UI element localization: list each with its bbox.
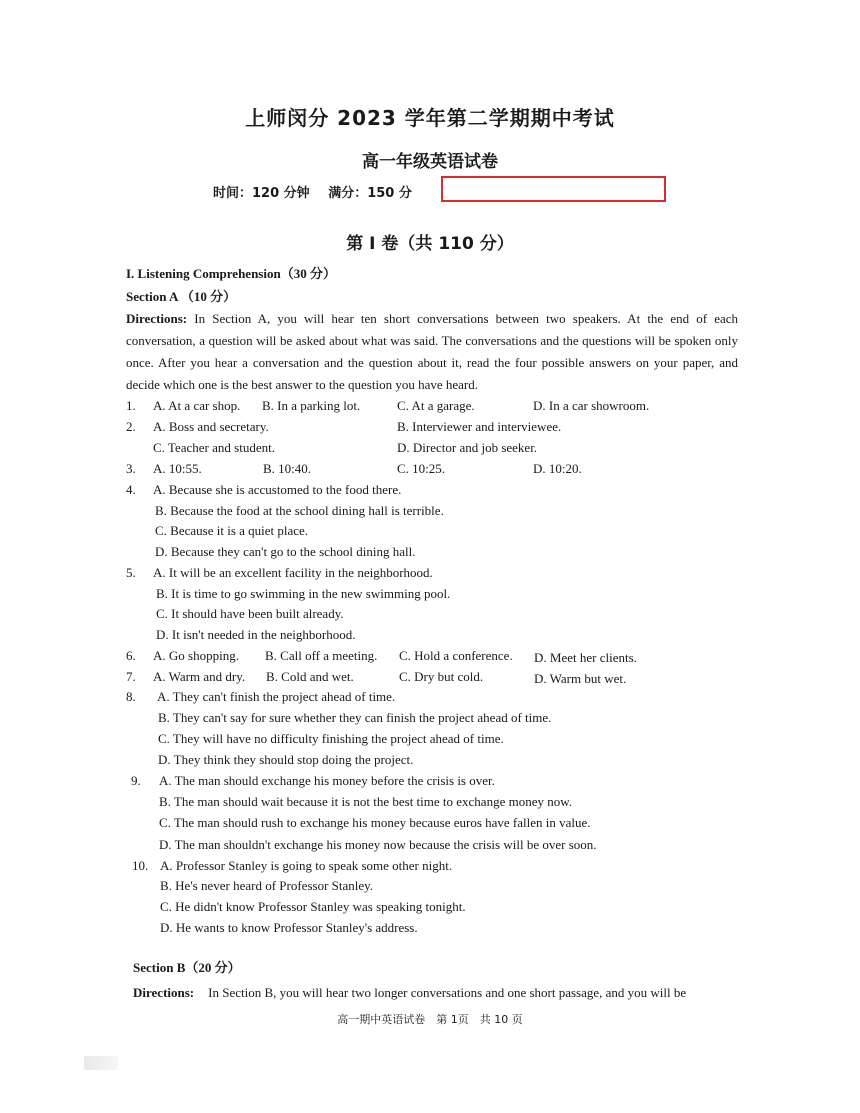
directions-b-text: In Section B, you will hear two longer conversations and one short passage, and you will be	[208, 985, 687, 1000]
option: C. Hold a conference.	[399, 648, 513, 663]
question-number: 4.	[126, 482, 136, 497]
directions-label: Directions:	[126, 311, 188, 326]
option: B. Because the food at the school dining hall is terrible.	[155, 503, 444, 518]
option: C. Because it is a quiet place.	[155, 523, 309, 538]
exam-meta	[213, 182, 426, 201]
exam-subtitle: 高一年级英语试卷	[362, 152, 498, 172]
option: B. In a parking lot.	[262, 398, 361, 413]
question-number: 1.	[126, 398, 136, 413]
option: A. At a car shop.	[153, 398, 241, 413]
option: D. It isn't needed in the neighborhood.	[156, 627, 356, 642]
option: D. Director and job seeker.	[397, 440, 538, 455]
option: C. The man should rush to exchange his money because euros have fallen in value.	[159, 815, 591, 830]
option: C. Teacher and student.	[153, 440, 275, 455]
question-number: 7.	[126, 669, 136, 684]
section-a-heading: Section A （10 分）	[126, 289, 237, 304]
section-b-heading: Section B（20 分）	[133, 960, 241, 975]
option: C. At a garage.	[397, 398, 475, 413]
directions-a-text: In Section A, you will hear ten short conversations between two speakers. At the end of each conversation, a question will be asked about what was said. The conversations and the questions will be spoken only once. After you hear a conversation and the question about it, read the four possible answers on your paper, and decide which one is the best answer to the question you have heard.	[126, 311, 739, 392]
question-number: 8.	[126, 689, 136, 704]
option: C. Dry but cold.	[399, 669, 484, 684]
time-limit: 时间：120 分钟	[213, 186, 310, 201]
question-number: 6.	[126, 648, 136, 663]
option: A. Warm and dry.	[153, 669, 246, 684]
directions-b	[133, 982, 743, 1004]
redacted-box	[441, 176, 666, 202]
option: B. He's never heard of Professor Stanley.	[160, 878, 374, 893]
full-score: 满分：150 分	[328, 186, 412, 201]
option: D. The man shouldn't exchange his money now because the crisis will be over soon.	[159, 837, 597, 852]
question-number: 9.	[131, 773, 141, 788]
option: A. It will be an excellent facility in the neighborhood.	[153, 565, 433, 580]
option: B. Cold and wet.	[266, 669, 354, 684]
option: D. 10:20.	[533, 461, 582, 476]
option: A. 10:55.	[153, 461, 202, 476]
option: D. He wants to know Professor Stanley's address.	[160, 920, 418, 935]
option: A. Because she is accustomed to the food there.	[153, 482, 402, 497]
option: C. They will have no difficulty finishing the project ahead of time.	[158, 731, 504, 746]
option: D. Because they can't go to the school dining hall.	[155, 544, 416, 559]
option: D. Meet her clients.	[534, 650, 637, 665]
question-number: 2.	[126, 419, 136, 434]
option: D. Warm but wet.	[534, 671, 627, 686]
option: D. They think they should stop doing the project.	[158, 752, 414, 767]
option: B. They can't say for sure whether they can finish the project ahead of time.	[158, 710, 552, 725]
scan-smudge	[84, 1056, 118, 1070]
section-heading: I. Listening Comprehension（30 分）	[126, 266, 336, 281]
option: B. Interviewer and interviewee.	[397, 419, 562, 434]
option: A. Professor Stanley is going to speak some other night.	[160, 858, 453, 873]
option: C. 10:25.	[397, 461, 446, 476]
page-footer: 高一期中英语试卷 第 1页 共 10 页	[337, 1013, 523, 1026]
question-number: 5.	[126, 565, 136, 580]
option: C. He didn't know Professor Stanley was speaking tonight.	[160, 899, 466, 914]
directions-label: Directions:	[133, 985, 195, 1000]
exam-title: 上师闵分 2023 学年第二学期期中考试	[245, 106, 615, 130]
option: A. Go shopping.	[153, 648, 239, 663]
option: B. The man should wait because it is not the best time to exchange money now.	[159, 794, 573, 809]
question-number: 3.	[126, 461, 136, 476]
option: B. Call off a meeting.	[265, 648, 378, 663]
part-title: 第 I 卷（共 110 分）	[346, 234, 514, 254]
option: C. It should have been built already.	[156, 606, 344, 621]
option: A. Boss and secretary.	[153, 419, 269, 434]
option: B. It is time to go swimming in the new swimming pool.	[156, 586, 451, 601]
option: A. They can't finish the project ahead of time.	[157, 689, 396, 704]
option: D. In a car showroom.	[533, 398, 650, 413]
option: A. The man should exchange his money before the crisis is over.	[159, 773, 495, 788]
option: B. 10:40.	[263, 461, 312, 476]
question-number: 10.	[132, 858, 149, 873]
directions-a	[126, 308, 738, 396]
